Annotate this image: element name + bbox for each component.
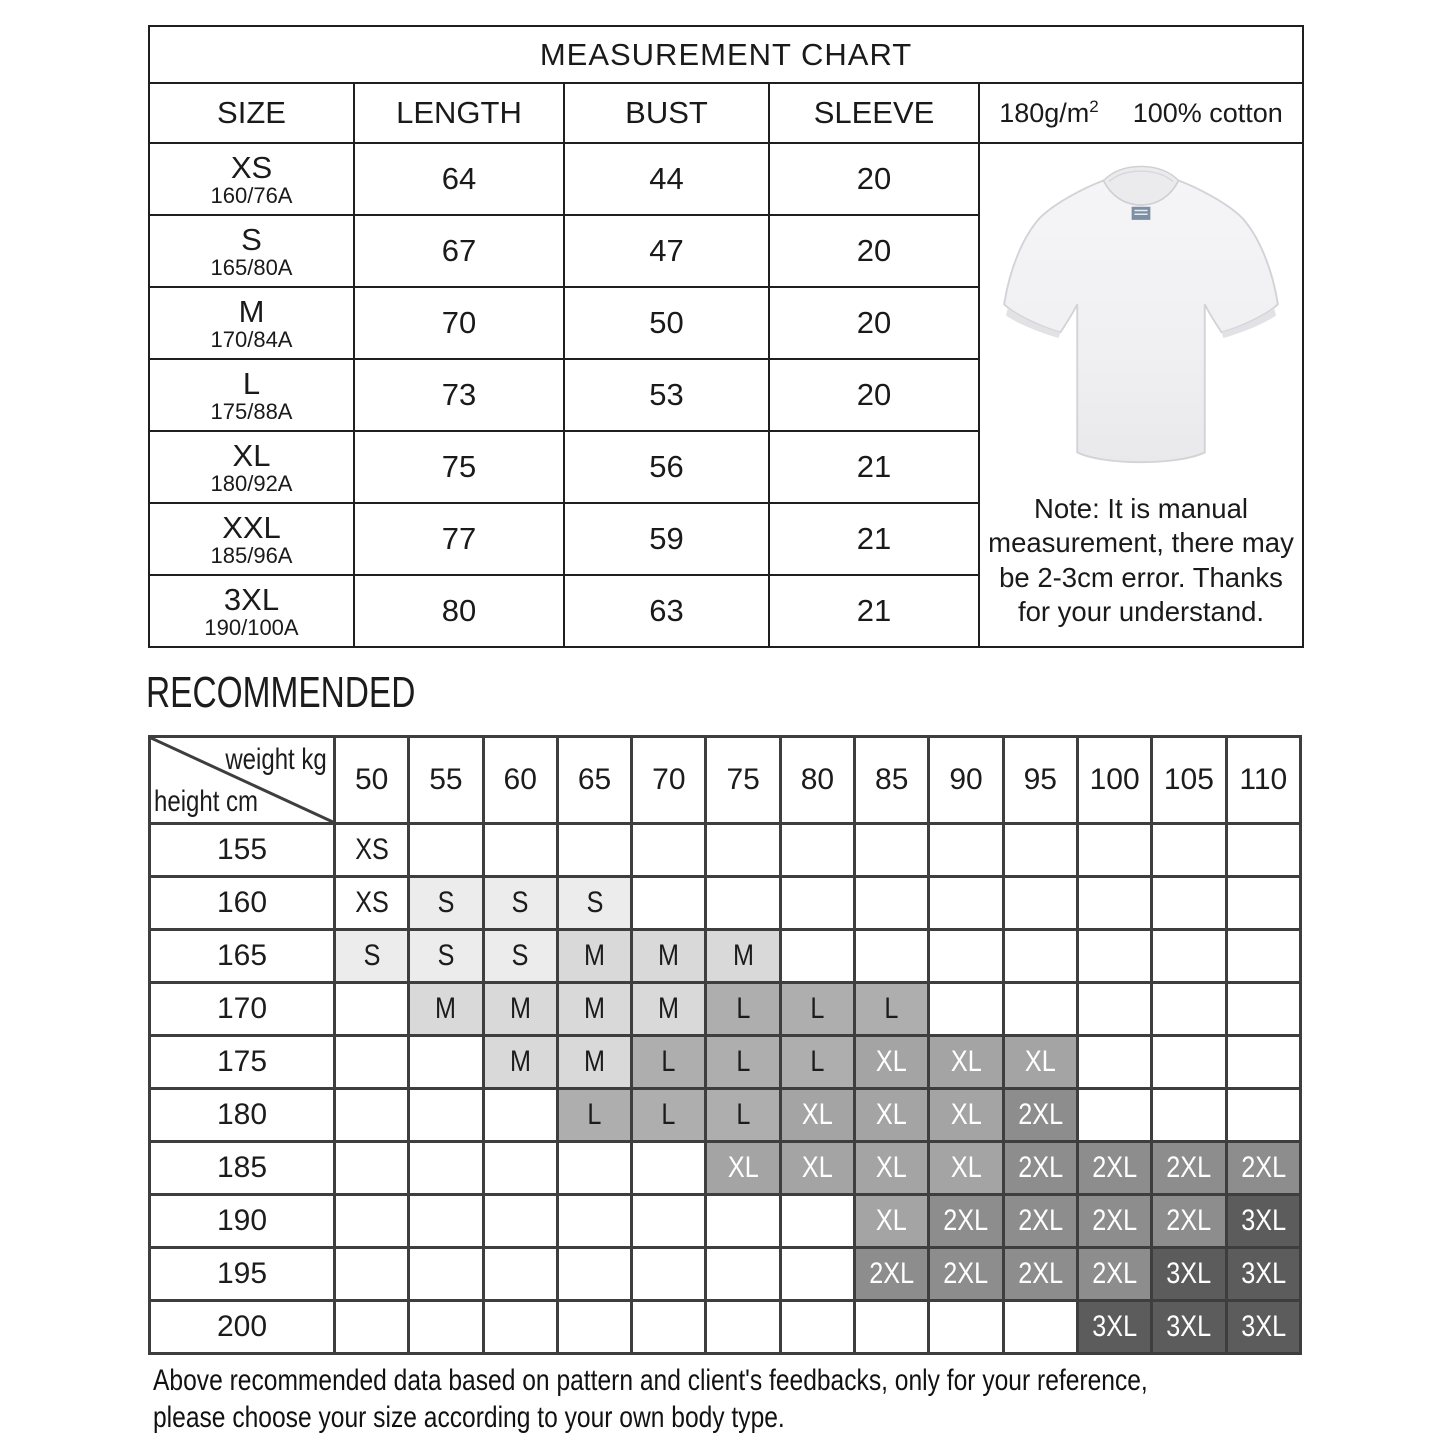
size-cell-label: XL: [876, 1045, 908, 1078]
size-cell-label: 2XL: [943, 1257, 989, 1290]
column-header-sleeve: SLEEVE: [769, 83, 979, 143]
size-cell-label: 3XL: [1166, 1310, 1212, 1343]
empty-cell: [1077, 824, 1151, 877]
recommended-row-195: [150, 1248, 1301, 1301]
empty-cell: [1152, 930, 1226, 983]
size-cell-label: M: [584, 1045, 606, 1078]
size-cell-3xl: [1077, 1301, 1151, 1354]
empty-cell: [483, 824, 557, 877]
height-header-180: 180: [150, 1089, 335, 1142]
empty-cell: [409, 1089, 483, 1142]
empty-cell: [483, 1142, 557, 1195]
empty-cell: [335, 1301, 409, 1354]
size-cell-label: L: [587, 1098, 602, 1131]
empty-cell: [1152, 1089, 1226, 1142]
size-cell-label: 2XL: [1017, 1204, 1063, 1237]
recommended-row-190: [150, 1195, 1301, 1248]
empty-cell: [335, 1089, 409, 1142]
recommended-heading: RECOMMENDED: [146, 668, 416, 717]
size-cell-label: 2XL: [1092, 1204, 1138, 1237]
size-cell-xl: [780, 1142, 854, 1195]
recommended-row-160: [150, 877, 1301, 930]
sleeve-value: 21: [769, 503, 979, 575]
size-cell-2xl: [1152, 1195, 1226, 1248]
empty-cell: [1077, 877, 1151, 930]
size-cell-label: XL: [950, 1045, 982, 1078]
size-cell-3xl: [1226, 1248, 1300, 1301]
length-value: 67: [354, 215, 564, 287]
empty-cell: [483, 1248, 557, 1301]
recommended-row-185: [150, 1142, 1301, 1195]
empty-cell: [483, 1301, 557, 1354]
measurement-row-xs: [149, 143, 1303, 215]
height-header-195: 195: [150, 1248, 335, 1301]
empty-cell: [706, 1195, 780, 1248]
size-cell-2xl: [1077, 1142, 1151, 1195]
bust-value: 44: [564, 143, 769, 215]
size-cell-label: XL: [727, 1151, 759, 1184]
size-cell-xl: [780, 1089, 854, 1142]
size-cell-l: [706, 983, 780, 1036]
measurement-chart-table: [148, 25, 1304, 648]
size-cell-label: 2XL: [1240, 1151, 1286, 1184]
size-cell-s: [409, 877, 483, 930]
recommended-table: [148, 735, 1302, 1355]
size-cell-label: M: [584, 992, 606, 1025]
length-value: 80: [354, 575, 564, 647]
size-name: L: [242, 365, 261, 401]
size-cell-label: M: [658, 992, 680, 1025]
sleeve-value: 20: [769, 359, 979, 431]
empty-cell: [1152, 1036, 1226, 1089]
size-cell-label: 2XL: [1166, 1151, 1212, 1184]
recommended-row-165: [150, 930, 1301, 983]
size-cell-xl: [929, 1036, 1003, 1089]
size-cell-xl: [855, 1089, 929, 1142]
size-label-cell: [149, 287, 354, 359]
size-label-cell: [149, 503, 354, 575]
weights-header-row: [150, 737, 1301, 824]
empty-cell: [1077, 930, 1151, 983]
size-cell-xl: [855, 1036, 929, 1089]
empty-cell: [706, 1248, 780, 1301]
weight-header-50: 50: [335, 737, 409, 824]
size-cell-2xl: [1003, 1089, 1077, 1142]
size-cell-label: M: [509, 1045, 531, 1078]
size-cell-3xl: [1152, 1248, 1226, 1301]
size-cell-2xl: [1003, 1142, 1077, 1195]
weight-header-55: 55: [409, 737, 483, 824]
column-header-length: LENGTH: [354, 83, 564, 143]
size-cell-label: XS: [354, 833, 389, 866]
fabric-weight: 180g/m: [999, 98, 1090, 128]
size-name: M: [238, 293, 265, 329]
size-cell-m: [706, 930, 780, 983]
bust-value: 56: [564, 431, 769, 503]
empty-cell: [335, 1142, 409, 1195]
size-spec: 170/84A: [210, 326, 293, 352]
size-cell-label: S: [586, 886, 603, 919]
size-cell-label: 3XL: [1240, 1257, 1286, 1290]
empty-cell: [855, 877, 929, 930]
size-cell-label: 2XL: [1017, 1151, 1063, 1184]
size-cell-label: 3XL: [1166, 1257, 1212, 1290]
empty-cell: [409, 824, 483, 877]
size-cell-label: 2XL: [1017, 1257, 1063, 1290]
empty-cell: [1226, 930, 1300, 983]
size-cell-label: S: [511, 886, 529, 919]
size-cell-label: 2XL: [1166, 1204, 1212, 1237]
size-cell-label: 2XL: [1017, 1098, 1063, 1131]
weight-header-80: 80: [780, 737, 854, 824]
empty-cell: [1077, 1089, 1151, 1142]
size-cell-label: XL: [876, 1098, 908, 1131]
size-cell-s: [409, 930, 483, 983]
empty-cell: [780, 930, 854, 983]
size-cell-2xl: [1226, 1142, 1300, 1195]
size-cell-m: [632, 930, 706, 983]
size-name: S: [241, 221, 262, 257]
measurement-chart-title: MEASUREMENT CHART: [149, 26, 1303, 83]
size-cell-m: [409, 983, 483, 1036]
size-cell-l: [632, 1089, 706, 1142]
size-cell-label: XL: [950, 1151, 982, 1184]
size-cell-m: [557, 930, 631, 983]
empty-cell: [632, 1301, 706, 1354]
empty-cell: [557, 1248, 631, 1301]
size-cell-label: L: [884, 992, 899, 1025]
height-header-175: 175: [150, 1036, 335, 1089]
size-cell-xl: [929, 1142, 1003, 1195]
empty-cell: [632, 1195, 706, 1248]
size-cell-label: XL: [802, 1098, 833, 1131]
weight-header-100: 100: [1077, 737, 1151, 824]
bust-value: 53: [564, 359, 769, 431]
recommended-row-200: [150, 1301, 1301, 1354]
size-cell-s: [335, 930, 409, 983]
size-cell-label: XL: [876, 1204, 908, 1237]
empty-cell: [929, 877, 1003, 930]
sleeve-value: 21: [769, 575, 979, 647]
empty-cell: [1003, 1301, 1077, 1354]
size-cell-l: [706, 1036, 780, 1089]
size-cell-label: S: [437, 886, 455, 919]
empty-cell: [706, 1301, 780, 1354]
size-cell-s: [483, 877, 557, 930]
height-axis-label: height cm: [154, 785, 259, 818]
size-cell-xl: [929, 1089, 1003, 1142]
empty-cell: [1077, 983, 1151, 1036]
empty-cell: [780, 824, 854, 877]
empty-cell: [557, 1142, 631, 1195]
empty-cell: [855, 824, 929, 877]
size-label-cell: [149, 575, 354, 647]
size-cell-label: M: [732, 939, 754, 972]
size-cell-m: [557, 1036, 631, 1089]
footer-line-1: Above recommended data based on pattern and client's feedbacks, only for your reference,: [153, 1364, 1148, 1397]
size-cell-label: XS: [354, 886, 389, 919]
size-cell-label: L: [736, 992, 751, 1025]
sleeve-value: 20: [769, 215, 979, 287]
empty-cell: [409, 1036, 483, 1089]
empty-cell: [335, 1036, 409, 1089]
size-cell-label: 2XL: [1092, 1151, 1138, 1184]
weight-header-65: 65: [557, 737, 631, 824]
recommended-row-155: [150, 824, 1301, 877]
measurement-chart-section: [148, 25, 1302, 648]
size-cell-xl: [855, 1195, 929, 1248]
height-header-165: 165: [150, 930, 335, 983]
empty-cell: [1226, 1036, 1300, 1089]
height-header-155: 155: [150, 824, 335, 877]
empty-cell: [929, 983, 1003, 1036]
empty-cell: [632, 1142, 706, 1195]
size-cell-label: 3XL: [1092, 1310, 1138, 1343]
tshirt-image: [991, 165, 1291, 481]
empty-cell: [483, 1089, 557, 1142]
weight-header-85: 85: [855, 737, 929, 824]
size-spec: 165/80A: [210, 254, 293, 280]
size-cell-xs: [335, 824, 409, 877]
size-cell-2xl: [1077, 1195, 1151, 1248]
measurement-note: Note: It is manual measurement, there may be 2-3cm error. Thanks for your understand.: [988, 492, 1294, 627]
size-cell-s: [557, 877, 631, 930]
size-cell-label: L: [736, 1098, 751, 1131]
length-value: 77: [354, 503, 564, 575]
length-value: 64: [354, 143, 564, 215]
bust-value: 50: [564, 287, 769, 359]
empty-cell: [780, 1195, 854, 1248]
empty-cell: [780, 877, 854, 930]
header-row: [149, 83, 1303, 143]
height-header-160: 160: [150, 877, 335, 930]
empty-cell: [706, 877, 780, 930]
size-cell-2xl: [1152, 1142, 1226, 1195]
size-cell-label: M: [584, 939, 606, 972]
size-cell-3xl: [1152, 1301, 1226, 1354]
weight-header-70: 70: [632, 737, 706, 824]
fabric-cotton: 100% cotton: [1132, 98, 1283, 128]
footer-note: [153, 1362, 1148, 1436]
size-label-cell: [149, 215, 354, 287]
height-header-170: 170: [150, 983, 335, 1036]
empty-cell: [706, 824, 780, 877]
size-name: 3XL: [223, 581, 280, 617]
size-cell-label: M: [509, 992, 531, 1025]
size-cell-xs: [335, 877, 409, 930]
recommended-row-180: [150, 1089, 1301, 1142]
size-cell-s: [483, 930, 557, 983]
size-label-cell: [149, 431, 354, 503]
empty-cell: [1152, 877, 1226, 930]
size-cell-l: [632, 1036, 706, 1089]
size-cell-xl: [1003, 1036, 1077, 1089]
sleeve-value: 21: [769, 431, 979, 503]
sleeve-value: 20: [769, 287, 979, 359]
size-cell-label: L: [736, 1045, 751, 1078]
size-cell-label: 2XL: [943, 1204, 989, 1237]
empty-cell: [409, 1301, 483, 1354]
size-name: XS: [230, 149, 273, 185]
empty-cell: [1077, 1036, 1151, 1089]
size-spec: 190/100A: [204, 614, 299, 640]
tshirt-neck-label: [1132, 206, 1151, 219]
size-cell-label: XL: [950, 1098, 982, 1131]
height-header-200: 200: [150, 1301, 335, 1354]
size-cell-m: [483, 983, 557, 1036]
empty-cell: [557, 1195, 631, 1248]
recommended-row-170: [150, 983, 1301, 1036]
empty-cell: [929, 824, 1003, 877]
size-cell-m: [483, 1036, 557, 1089]
tshirt-illustration: [980, 161, 1302, 486]
bust-value: 47: [564, 215, 769, 287]
height-header-190: 190: [150, 1195, 335, 1248]
empty-cell: [1003, 824, 1077, 877]
size-cell-label: L: [810, 1045, 825, 1078]
size-cell-label: L: [661, 1045, 676, 1078]
size-cell-label: L: [810, 992, 825, 1025]
size-cell-2xl: [929, 1195, 1003, 1248]
empty-cell: [409, 1248, 483, 1301]
empty-cell: [632, 824, 706, 877]
empty-cell: [335, 1248, 409, 1301]
size-cell-label: XL: [802, 1151, 833, 1184]
size-cell-xl: [706, 1142, 780, 1195]
weight-header-95: 95: [1003, 737, 1077, 824]
size-cell-2xl: [929, 1248, 1003, 1301]
size-name: XXL: [222, 509, 281, 545]
weight-header-105: 105: [1152, 737, 1226, 824]
empty-cell: [855, 930, 929, 983]
empty-cell: [483, 1195, 557, 1248]
size-spec: 160/76A: [210, 182, 293, 208]
tshirt-cell: [979, 143, 1303, 647]
length-value: 73: [354, 359, 564, 431]
empty-cell: [335, 1195, 409, 1248]
empty-cell: [335, 983, 409, 1036]
size-label-cell: [149, 143, 354, 215]
size-cell-label: 2XL: [1092, 1257, 1138, 1290]
length-value: 70: [354, 287, 564, 359]
bust-value: 63: [564, 575, 769, 647]
empty-cell: [1003, 983, 1077, 1036]
size-cell-3xl: [1226, 1301, 1300, 1354]
size-cell-label: 3XL: [1240, 1310, 1286, 1343]
size-cell-label: 2XL: [869, 1257, 915, 1290]
weight-axis-label: weight kg: [225, 743, 327, 776]
size-cell-label: L: [661, 1098, 676, 1131]
size-cell-l: [706, 1089, 780, 1142]
bust-value: 59: [564, 503, 769, 575]
size-cell-label: 3XL: [1240, 1204, 1286, 1237]
empty-cell: [1226, 877, 1300, 930]
empty-cell: [929, 930, 1003, 983]
empty-cell: [780, 1301, 854, 1354]
fabric-info: [979, 83, 1303, 143]
size-label-cell: [149, 359, 354, 431]
size-cell-2xl: [1003, 1195, 1077, 1248]
size-cell-2xl: [1003, 1248, 1077, 1301]
empty-cell: [1226, 1089, 1300, 1142]
size-cell-xl: [855, 1142, 929, 1195]
empty-cell: [632, 1248, 706, 1301]
size-cell-l: [780, 1036, 854, 1089]
empty-cell: [557, 824, 631, 877]
size-cell-label: S: [511, 939, 529, 972]
size-cell-label: M: [658, 939, 680, 972]
size-cell-label: S: [363, 939, 381, 972]
size-cell-label: XL: [876, 1151, 908, 1184]
size-cell-3xl: [1226, 1195, 1300, 1248]
size-cell-m: [632, 983, 706, 1036]
length-value: 75: [354, 431, 564, 503]
empty-cell: [1226, 983, 1300, 1036]
tshirt-body: [1004, 180, 1278, 462]
title-row: [149, 26, 1303, 83]
empty-cell: [1152, 983, 1226, 1036]
recommended-row-175: [150, 1036, 1301, 1089]
size-cell-m: [557, 983, 631, 1036]
size-cell-2xl: [855, 1248, 929, 1301]
weight-header-60: 60: [483, 737, 557, 824]
sleeve-value: 20: [769, 143, 979, 215]
size-spec: 185/96A: [210, 542, 293, 568]
height-header-185: 185: [150, 1142, 335, 1195]
size-name: XL: [232, 437, 271, 473]
empty-cell: [1003, 877, 1077, 930]
size-spec: 175/88A: [210, 398, 293, 424]
size-spec: 180/92A: [210, 470, 293, 496]
size-cell-l: [780, 983, 854, 1036]
weight-header-110: 110: [1226, 737, 1300, 824]
empty-cell: [409, 1195, 483, 1248]
column-header-bust: BUST: [564, 83, 769, 143]
size-cell-label: XL: [1024, 1045, 1056, 1078]
size-cell-label: S: [437, 939, 455, 972]
empty-cell: [1152, 824, 1226, 877]
empty-cell: [632, 877, 706, 930]
fabric-weight-sup: 2: [1089, 97, 1099, 116]
footer-line-2: please choose your size according to your own body type.: [153, 1401, 785, 1434]
axis-header-cell: [150, 737, 335, 824]
column-header-size: SIZE: [149, 83, 354, 143]
empty-cell: [1226, 824, 1300, 877]
size-cell-l: [855, 983, 929, 1036]
empty-cell: [780, 1248, 854, 1301]
empty-cell: [855, 1301, 929, 1354]
recommended-section: [148, 735, 1302, 1355]
size-cell-label: M: [435, 992, 457, 1025]
size-cell-l: [557, 1089, 631, 1142]
empty-cell: [1003, 930, 1077, 983]
weight-header-90: 90: [929, 737, 1003, 824]
empty-cell: [557, 1301, 631, 1354]
weight-header-75: 75: [706, 737, 780, 824]
empty-cell: [929, 1301, 1003, 1354]
size-cell-2xl: [1077, 1248, 1151, 1301]
empty-cell: [409, 1142, 483, 1195]
